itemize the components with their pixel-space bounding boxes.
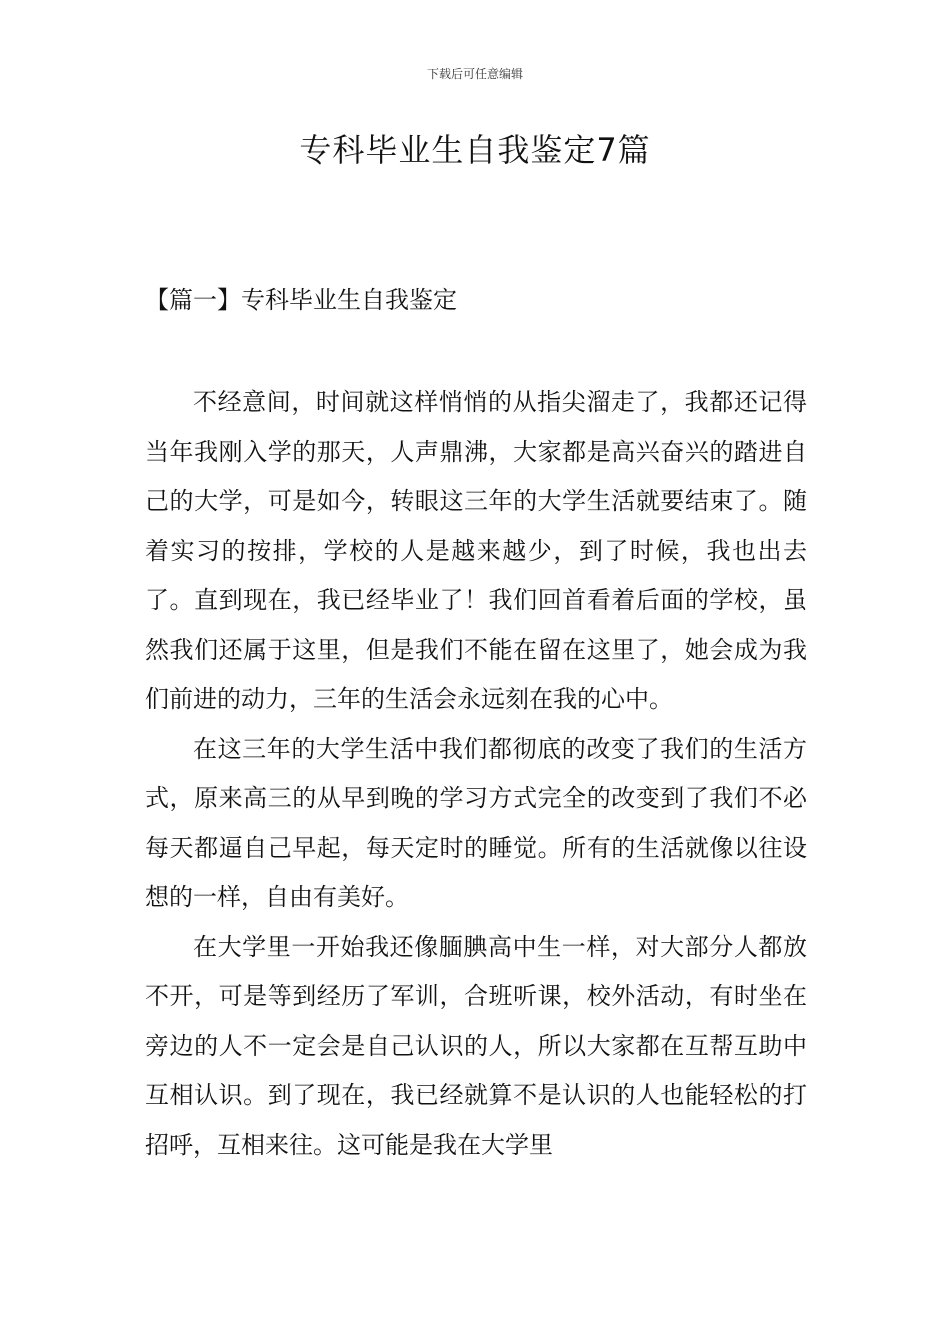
paragraph-3: 在大学里一开始我还像腼腆高中生一样，对大部分人都放不开，可是等到经历了军训，合班听课，校外活动，有时坐在旁边的人不一定会是自己认识的人，所以大家都在互帮互助中互相认识。到了现在，我已经就算不是认识的人也能轻松的打招呼，互相来往。这可能是我在大学里 [145,932,807,1159]
section-heading: 【篇一】专科毕业生自我鉴定 [145,286,457,314]
document-title: 专科毕业生自我鉴定7篇 [299,131,651,169]
paragraph-2: 在这三年的大学生活中我们都彻底的改变了我们的生活方式，原来高三的从早到晚的学习方式完全的改变到了我们不必每天都逼自己早起，每天定时的睡觉。所有的生活就像以往设想的一样，自由有美好。 [145,734,807,911]
document-body [145,378,807,1170]
header-note: 下载后可任意编辑 [426,67,523,81]
paragraph-1: 不经意间，时间就这样悄悄的从指尖溜走了，我都还记得当年我刚入学的那天，人声鼎沸，大家都是高兴奋兴的踏进自己的大学，可是如今，转眼这三年的大学生活就要结束了。随着实习的按排，学校的人是越来越少，到了时候，我也出去了。直到现在，我已经毕业了！我们回首看着后面的学校，虽然我们还属于这里，但是我们不能在留在这里了，她会成为我们前进的动力，三年的生活会永远刻在我的心中。 [145,388,807,713]
